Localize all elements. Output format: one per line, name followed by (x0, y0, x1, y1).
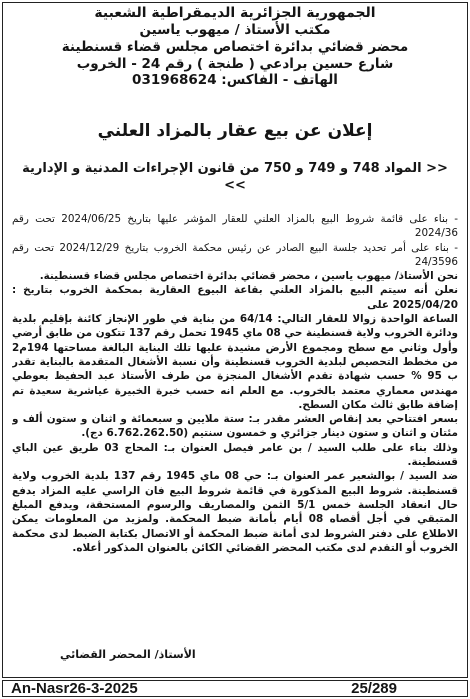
header-bailiff: محضر قضائي بدائرة اختصاص مجلس قضاء قسنطينة (61, 39, 409, 55)
body-paragraph-4: نعلن أنه سيتم البيع بالمزاد العلني بقاعة البيوع العقارية بمحكمة الخروب بتاريخ : 2025/04/20 على (12, 284, 458, 311)
header-address: شارع حسين برادعي ( طنجة ) رقم 24 - الخروب (76, 56, 394, 72)
body-paragraph-1: - بناء على قائمة شروط البيع بالمزاد العلني للعقار المؤشر عليها بتاريخ 2024/06/25 تحت رقم 2024/36 (12, 213, 458, 240)
body-paragraph-6: بسعر افتتاحي بعد إنقاص العشر مقدر بـ: ستة ملايين و سبعمائة و اثنان و ستون ألف و مئتان و اثنان و ستون دينار جزائري و خمسون سنتيم (6.762.262.50 دج). (12, 413, 458, 440)
notice-title: إعلان عن بيع عقار بالمزاد العلني (97, 121, 373, 141)
footer-bar (2, 680, 468, 697)
body-paragraph-8: ضد السيد / بوالشعير عمر العنوان بـ: حي 08 ماي 1945 رقم 137 بلدية الخروب ولاية قسنطينة. شروط البيع المذكورة في قائمة شروط البيع فان الراسي عليه المزاد يدفع حال انعقاد الجلسة خمس 5/1 الثمن والمصاريف والرسوم المستحقة، ويدفع المبلغ المتبقي في أجل أقصاه 08 أيام بأمانة ضبط المحكمة. ولمزيد من المعلومات يمكن الاطلاع على دفتر الشروط لدى أمانة ضبط المحكمة أو الاتصال بكتابة الضبط لدى محكمة الخروب أو التقدم لدى مكتب المحضر القضائي الكائن بالعنوان المذكور أعلاه. (12, 470, 458, 554)
header-office: مكتب الأستاذ / ميهوب ياسين (139, 22, 331, 38)
footer-publication: An-Nasr26-3-2025 (11, 680, 138, 697)
body-paragraph-7: وذلك بناء على طلب السيد / بن عامر فيصل العنوان بـ: المحاج 03 طريق عين الباي قسنطينة. (12, 441, 458, 469)
header-republic: الجمهورية الجزائرية الديمقراطية الشعبية (94, 5, 376, 21)
header-phone: الهاتف - الفاكس: 031968624 (132, 72, 338, 88)
notice-articles: << المواد 748 و 749 و 750 من قانون الإجراءات المدنية و الإدارية >> (22, 161, 448, 193)
body-paragraph-3: نحن الأستاذ/ ميهوب ياسين ، محضر قضائي بدائرة اختصاص مجلس قضاء قسنطينة. (39, 270, 458, 283)
footer-reference: 25/289 (351, 680, 397, 697)
signature-line: الأستاذ/ المحضر القضائي (60, 648, 196, 661)
body-paragraph-5: الساعة الواحدة زوالا للعقار التالي: 64/14 من بناية في طور الإنجاز كائنة بإقليم بلدية ودائرة الخروب ولاية قسنطينة حي 08 ماي 1945 تحمل رقم 137 تتكون من طابق أرضي وأول وثاني مع سطح ومجموع الأرض مشيدة عليها تلك البناية البالغة مساحتها 194م2 من مخطط التحصيص لبلدية الخروب قسنطينة وأن نسبة الأشغال المتقدمة بالبناية تقدر ب 95 % حسب شهادة تقدم الأشغال المنجزة من طرف الأستاذ عبد الحفيظ بعوطي مهندس معماري معتمد بالخروب. مع العلم انه حسب خبرة الخبيرة عياشرية سعيدة تم إضافة طابق ثالث مكان السطح. (12, 313, 458, 411)
body-paragraph-2: - بناء على أمر تحديد جلسة البيع الصادر عن رئيس محكمة الخروب بتاريخ 2024/12/29 تحت رقم 24/3596 (12, 241, 458, 268)
notice-body (12, 212, 458, 624)
